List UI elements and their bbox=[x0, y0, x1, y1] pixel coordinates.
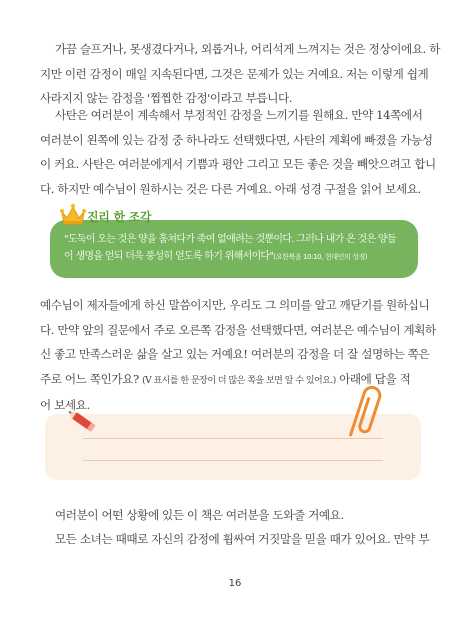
text-line: 여러분이 왼쪽에 있는 감정 중 하나라도 선택했다면, 사탄의 계획에 빠졌을 가능성 bbox=[40, 132, 433, 147]
text-line: 모든 소녀는 때때로 자신의 감정에 휩싸여 거짓말을 믿을 때가 있어요. 만약 부 bbox=[55, 532, 430, 546]
text-line: 주로 어느 쪽인가요? bbox=[40, 371, 139, 386]
writing-line bbox=[83, 438, 383, 439]
text-line: 이 커요. 사탄은 여러분에게서 기쁨과 평안 그리고 모든 좋은 것을 빼앗으려고 합니 bbox=[40, 157, 436, 171]
text-line: 신 좋고 만족스러운 삶을 살고 있는 거예요! 여러분의 감정을 더 잘 설명하는 쪽은 bbox=[40, 347, 430, 361]
writing-line bbox=[83, 460, 383, 461]
paragraph-satan-plan bbox=[40, 103, 436, 201]
page-number: 16 bbox=[228, 578, 242, 589]
pencil-icon bbox=[64, 405, 100, 439]
text-line: 사탄은 여러분이 계속해서 부정적인 감정을 느끼기를 원해요. 만약 14쪽에서 bbox=[55, 108, 423, 122]
verse-reference: (요한복음 10:10, 현대인의 성경) bbox=[273, 253, 368, 261]
crown-icon bbox=[60, 203, 86, 227]
text-line: 다. 만약 앞의 질문에서 주로 오른쪽 감정을 선택했다면, 여러분은 예수님이 계획하 bbox=[40, 322, 436, 337]
instruction-note: (V 표시를 한 문장이 더 많은 쪽을 보면 알 수 있어요.) bbox=[142, 375, 336, 386]
text-line: 어 보세요. bbox=[40, 398, 90, 412]
text-line: 지만 이런 감정이 매일 지속된다면, 그것은 문제가 있는 거예요. 저는 이렇게 쉽게 bbox=[40, 66, 429, 81]
text-line: 다. 하지만 예수님이 원하시는 것은 다른 거예요. 아래 성경 구절을 읽어 보세요. bbox=[40, 181, 421, 196]
text-line: 예수님이 제자들에게 하신 말씀이지만, 우리도 그 의미를 알고 깨닫기를 원하십니 bbox=[40, 298, 430, 312]
text-line: 가끔 슬프거나, 못생겼다거나, 외롭거나, 어리석게 느껴지는 것은 정상이에요. 하 bbox=[55, 42, 441, 56]
text-line: 아래에 답을 적 bbox=[339, 371, 411, 386]
verse-line: "도둑이 오는 것은 양을 훔쳐다가 죽여 없애려는 것뿐이다. 그러나 내가 온 것은 양들 bbox=[64, 234, 396, 245]
verse-line: 이 생명을 얻되 더욱 풍성히 얻도록 하기 위해서이다" bbox=[64, 251, 274, 262]
text-line: 여러분이 어떤 상황에 있든 이 책은 여러분을 도와줄 거예요. bbox=[55, 508, 344, 522]
truth-title: 진리 한 조각 bbox=[87, 210, 152, 224]
paragraph-book-help bbox=[40, 503, 432, 528]
paragraph-girls-lies bbox=[40, 527, 432, 552]
truth-verse-text bbox=[64, 231, 408, 266]
paragraph-emotions-normal bbox=[40, 37, 441, 111]
paperclip-icon bbox=[347, 380, 383, 442]
truth-verse-box bbox=[50, 220, 418, 278]
text-line: 사라지지 않는 감정을 '찝찝한 감정'이라고 부릅니다. bbox=[40, 91, 293, 105]
